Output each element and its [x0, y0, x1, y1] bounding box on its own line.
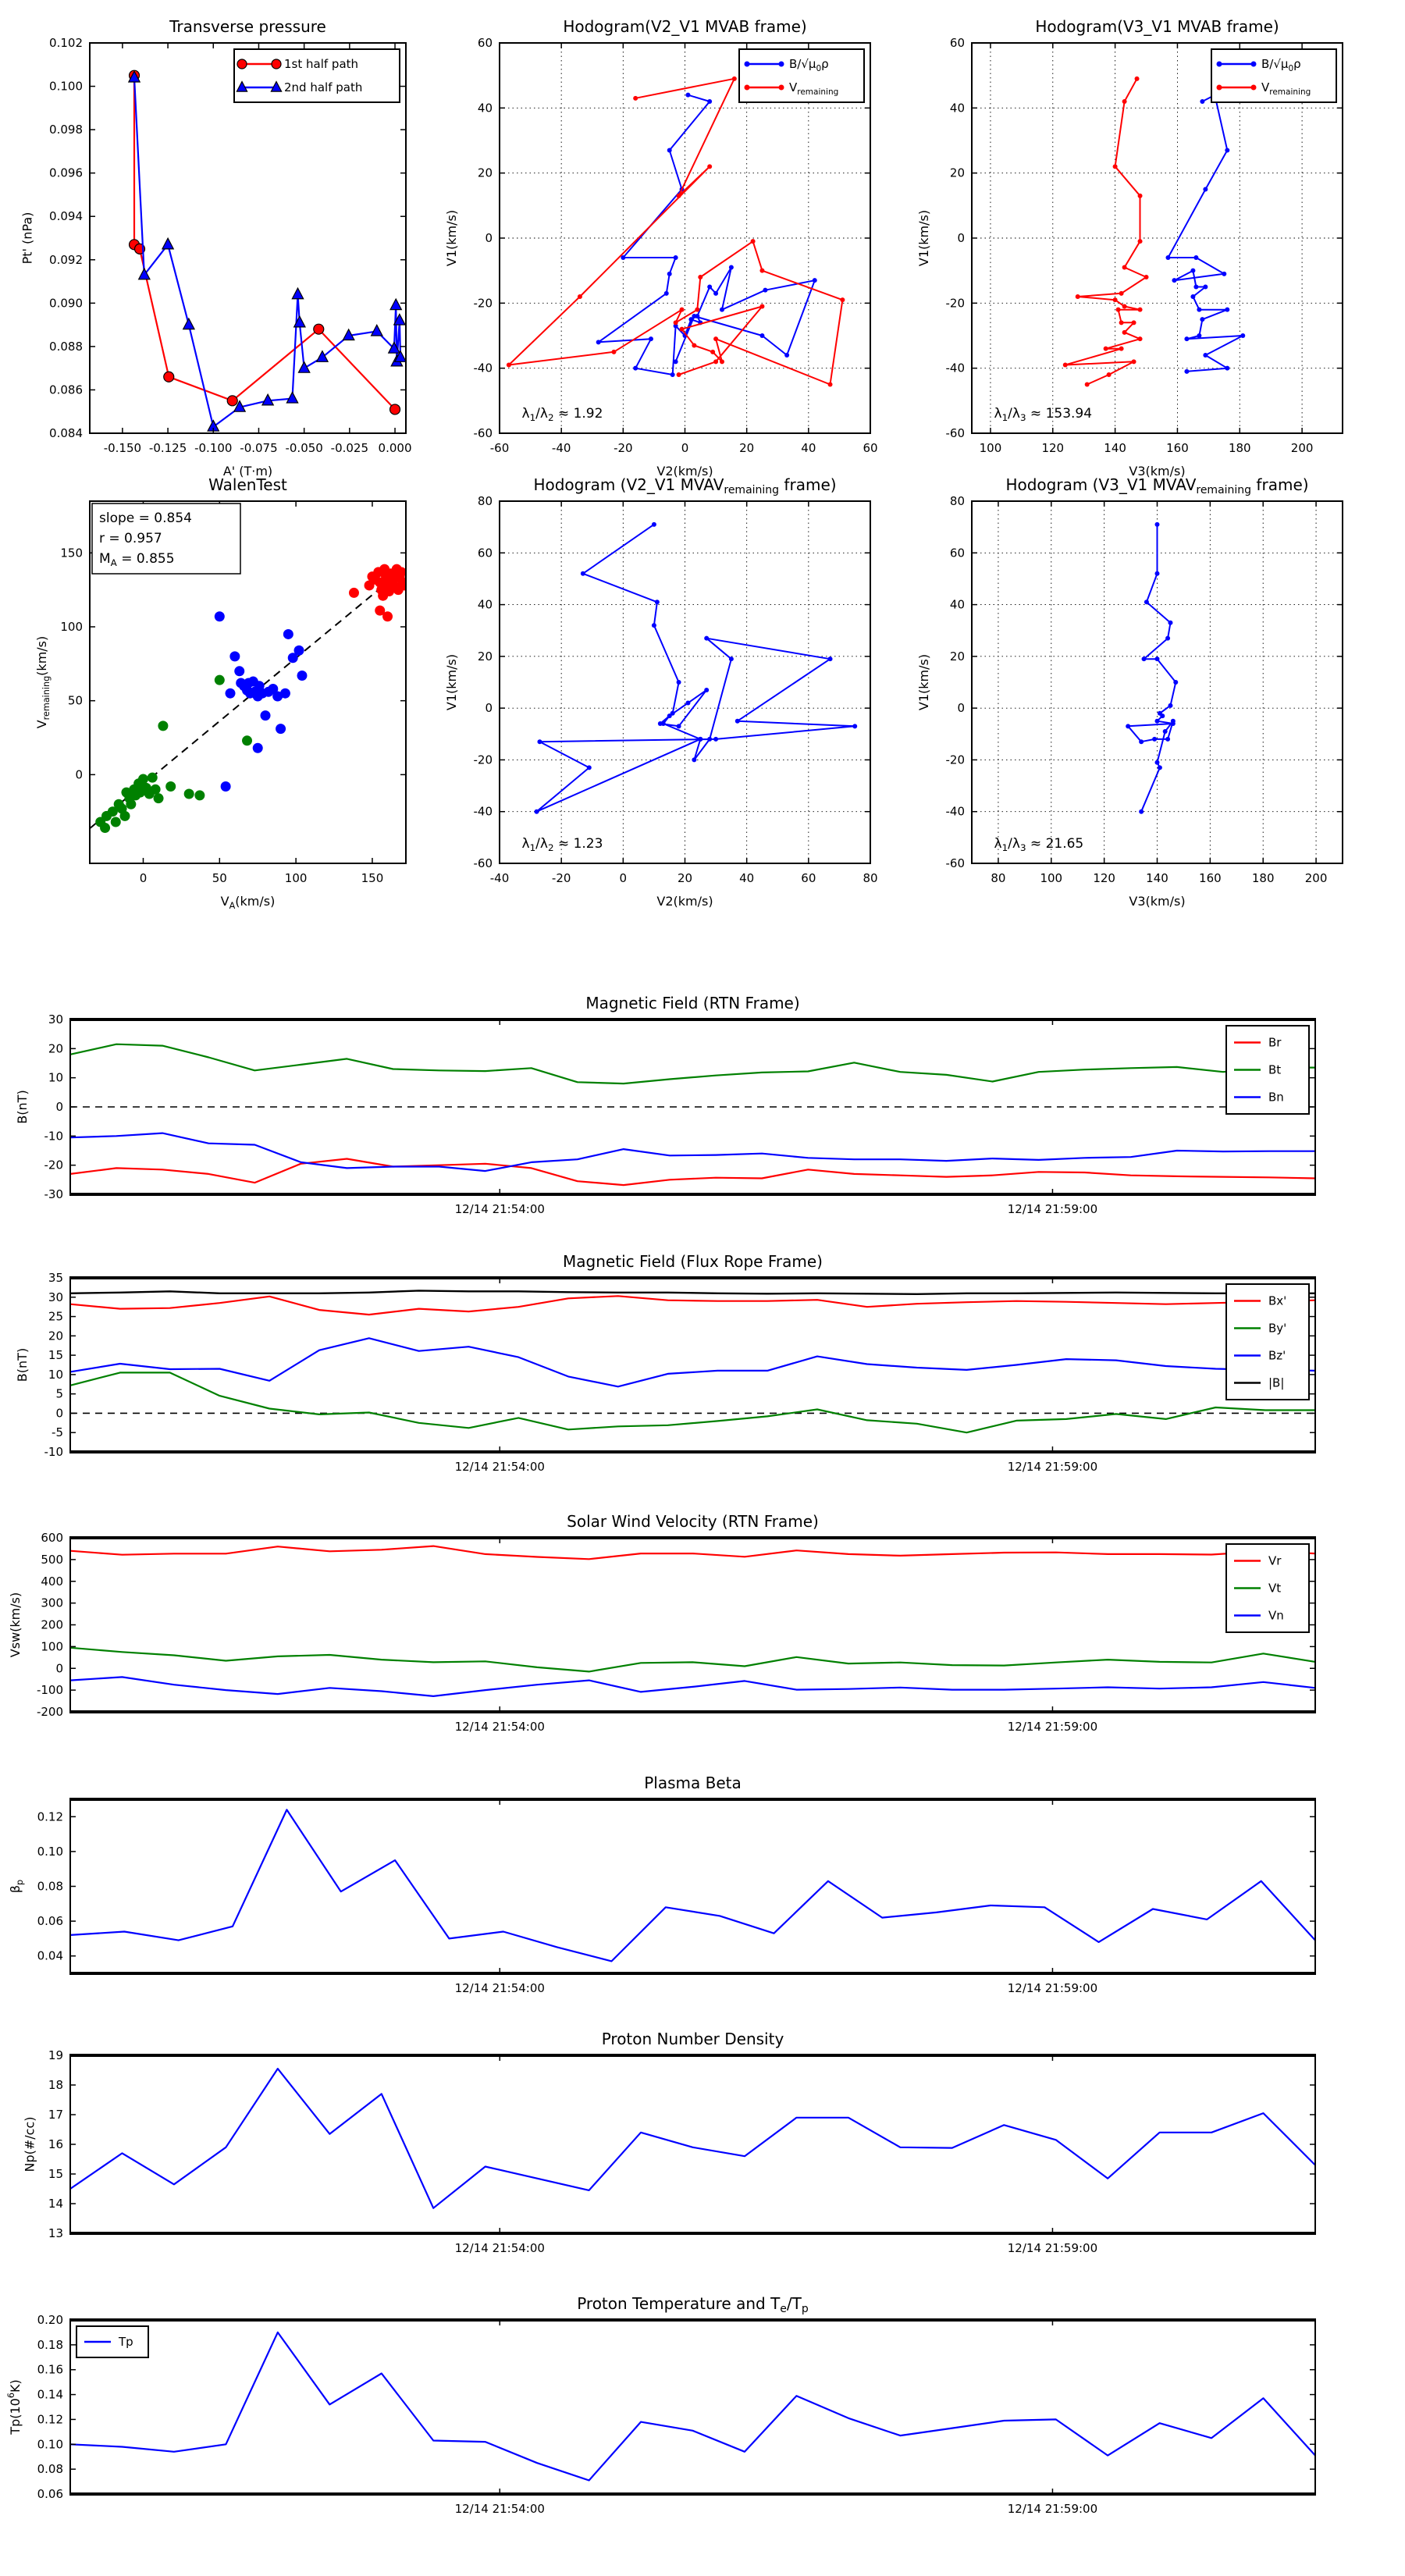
- svg-text:12/14 21:54:00: 12/14 21:54:00: [454, 2241, 545, 2255]
- svg-text:12/14 21:54:00: 12/14 21:54:00: [454, 1202, 545, 1216]
- svg-text:0.12: 0.12: [37, 1809, 63, 1824]
- svg-text:140: 140: [1104, 441, 1126, 455]
- svg-text:1st half path: 1st half path: [284, 57, 359, 71]
- panel-title: Proton Number Density: [601, 2030, 784, 2048]
- svg-text:-60: -60: [945, 856, 965, 870]
- svg-text:150: 150: [361, 871, 384, 885]
- panel-p5: [444, 475, 877, 909]
- panel-title: Transverse pressure: [169, 17, 326, 36]
- svg-text:20: 20: [949, 165, 965, 180]
- svg-text:300: 300: [41, 1596, 63, 1610]
- panel-p7: [15, 994, 1316, 1216]
- series-Br: [70, 1159, 1315, 1186]
- grid: [500, 501, 870, 863]
- svg-text:-40: -40: [551, 441, 571, 455]
- svg-text:160: 160: [1199, 871, 1222, 885]
- svg-text:Br: Br: [1268, 1035, 1282, 1050]
- svg-text:0.086: 0.086: [49, 382, 83, 397]
- svg-text:40: 40: [949, 101, 965, 116]
- svg-text:60: 60: [477, 36, 493, 50]
- svg-text:-0.075: -0.075: [240, 441, 278, 455]
- svg-text:60: 60: [477, 546, 493, 560]
- y-axis-label: $Tp(10^6K)$: [5, 2379, 23, 2435]
- svg-text:14: 14: [48, 2197, 63, 2211]
- svg-text:80: 80: [863, 871, 878, 885]
- svg-text:-10: -10: [44, 1445, 63, 1459]
- svg-text:0.12: 0.12: [37, 2412, 63, 2427]
- svg-text:0: 0: [75, 767, 83, 782]
- svg-text:-0.125: -0.125: [148, 441, 187, 455]
- svg-text:Vremaining: $V_{remaining}$: [789, 80, 839, 97]
- svg-text:140: 140: [1146, 871, 1168, 885]
- svg-text:40: 40: [477, 597, 493, 612]
- svg-text:50: 50: [67, 693, 83, 708]
- svg-text:0.102: 0.102: [49, 36, 83, 50]
- svg-text:-100: -100: [36, 1683, 63, 1698]
- svg-text:40: 40: [949, 597, 965, 612]
- svg-text:Tp: Tp: [119, 2335, 133, 2349]
- series-By': [70, 1372, 1315, 1432]
- svg-text:0.16: 0.16: [37, 2362, 63, 2377]
- svg-text:15: 15: [48, 2167, 63, 2181]
- svg-text:0: 0: [485, 701, 493, 716]
- svg-text:10: 10: [48, 1367, 63, 1382]
- svg-text:-40: -40: [945, 804, 965, 819]
- legend: [76, 2326, 148, 2357]
- svg-text:Vremaining: $V_{remaining}$: [1261, 80, 1311, 97]
- svg-text:-0.100: -0.100: [194, 441, 233, 455]
- svg-text:0: 0: [485, 231, 493, 245]
- svg-text:12/14 21:59:00: 12/14 21:59:00: [1007, 1720, 1098, 1734]
- svg-text:180: 180: [1228, 441, 1251, 455]
- series-Tp: [70, 2332, 1315, 2481]
- svg-text:-0.025: -0.025: [330, 441, 369, 455]
- svg-text:slope = 0.854: slope = 0.854: [99, 511, 192, 526]
- panel-p2: [444, 17, 877, 479]
- axes-frame: [69, 1538, 1316, 1712]
- series-Vt: [70, 1648, 1315, 1672]
- svg-text:500: 500: [41, 1552, 63, 1567]
- svg-text:MA = 0.855: $M_A = 0.855$: [99, 551, 175, 568]
- svg-text:0.08: 0.08: [37, 1879, 63, 1894]
- svg-text:0: 0: [139, 871, 148, 885]
- y-axis-label: Np(#/cc): [22, 2116, 37, 2172]
- svg-text:200: 200: [41, 1617, 63, 1632]
- svg-text:400: 400: [41, 1574, 63, 1589]
- svg-text:-20: -20: [551, 871, 571, 885]
- svg-text:-40: -40: [473, 804, 493, 819]
- svg-text:5: 5: [55, 1386, 63, 1401]
- panel-title: Hodogram(V2_V1 MVAB frame): [563, 17, 807, 36]
- series-|B|: [70, 1290, 1315, 1293]
- x-axis-label: V3(km/s): [1129, 894, 1186, 909]
- svg-text:20: 20: [477, 649, 493, 664]
- svg-text:180: 180: [1251, 871, 1275, 885]
- svg-text:0.06: 0.06: [37, 2487, 63, 2501]
- svg-text:Vn: Vn: [1268, 1608, 1284, 1623]
- svg-text:-40: -40: [473, 361, 493, 375]
- svg-text:80: 80: [477, 494, 493, 508]
- svg-text:-30: -30: [44, 1187, 63, 1201]
- svg-text:100: 100: [60, 619, 83, 634]
- ticks: [44, 1012, 1316, 1216]
- svg-text:12/14 21:54:00: 12/14 21:54:00: [454, 1720, 545, 1734]
- axes-frame: [69, 2320, 1316, 2494]
- x-axis-label: A' (T·m): [222, 464, 273, 479]
- axes-frame: [69, 1019, 1316, 1194]
- series-Bx': [70, 1293, 1315, 1315]
- y-axis-label: Pt' (nPa): [20, 212, 35, 265]
- lambda-ratio-annotation: $\lambda_1/\lambda_2 \approx 1.92$: [521, 406, 603, 423]
- series-Vn: [70, 1677, 1315, 1696]
- svg-text:12/14 21:59:00: 12/14 21:59:00: [1007, 1202, 1098, 1216]
- svg-text:-20: -20: [945, 296, 965, 311]
- svg-text:-20: -20: [473, 296, 493, 311]
- legend: [1226, 1544, 1309, 1632]
- svg-text:100: 100: [284, 871, 308, 885]
- svg-text:15: 15: [48, 1348, 63, 1363]
- x-axis-label: $V_A(km/s)$: [220, 894, 276, 911]
- svg-text:0: 0: [55, 1100, 63, 1114]
- series-Bz': [70, 1338, 1315, 1386]
- svg-text:Bx': Bx': [1268, 1293, 1287, 1308]
- panel-title: Hodogram(V3_V1 MVAB frame): [1035, 17, 1279, 36]
- panel-p12: [6, 2294, 1316, 2516]
- svg-text:-60: -60: [945, 426, 965, 440]
- legend: [739, 49, 864, 102]
- svg-text:-20: -20: [945, 753, 965, 767]
- svg-text:Vt: Vt: [1268, 1581, 1282, 1596]
- svg-text:120: 120: [1093, 871, 1115, 885]
- svg-text:0.088: 0.088: [49, 339, 83, 354]
- panel-title: Magnetic Field (RTN Frame): [585, 994, 800, 1012]
- series-V-hodogram: [1126, 522, 1178, 814]
- series-Bt: [70, 1044, 1315, 1083]
- svg-text:By': By': [1268, 1321, 1287, 1336]
- y-axis-label: V1(km/s): [444, 209, 460, 267]
- panel-title: WalenTest: [208, 475, 287, 494]
- series-Bn: [70, 1133, 1315, 1172]
- svg-text:20: 20: [677, 871, 693, 885]
- series-first-interval: [95, 675, 252, 833]
- svg-text:-60: -60: [489, 441, 510, 455]
- svg-text:0: 0: [55, 1406, 63, 1421]
- svg-text:20: 20: [477, 165, 493, 180]
- panel-p1: [20, 17, 412, 479]
- svg-text:20: 20: [739, 441, 755, 455]
- lambda-ratio-annotation: $\lambda_1/\lambda_3 \approx 153.94$: [994, 406, 1093, 423]
- panel-p10: [8, 1774, 1316, 1995]
- svg-text:12/14 21:54:00: 12/14 21:54:00: [454, 1460, 545, 1474]
- svg-text:18: 18: [48, 2078, 63, 2092]
- x-axis-label: V2(km/s): [656, 894, 713, 909]
- svg-text:200: 200: [1290, 441, 1314, 455]
- svg-text:12/14 21:59:00: 12/14 21:59:00: [1007, 1981, 1098, 1995]
- svg-text:-20: -20: [614, 441, 633, 455]
- series-B/sqrt(mu0 rho): [596, 93, 817, 377]
- ticks: [37, 1531, 1315, 1734]
- y-axis-label: V1(km/s): [444, 653, 460, 711]
- series-beta-p: [70, 1809, 1315, 1961]
- y-axis-label: B(nT): [15, 1347, 30, 1382]
- svg-text:0: 0: [957, 701, 965, 716]
- series-last-interval: [349, 564, 410, 622]
- panel-p9: [8, 1512, 1316, 1734]
- svg-text:-10: -10: [44, 1129, 63, 1144]
- svg-text:10: 10: [48, 1070, 63, 1085]
- svg-text:r = 0.957: r = 0.957: [99, 531, 162, 546]
- ticks: [37, 2313, 1315, 2516]
- legend: [1226, 1284, 1309, 1400]
- svg-text:-200: -200: [36, 1705, 63, 1719]
- svg-text:Bt: Bt: [1268, 1062, 1282, 1077]
- series-V_remaining: [1063, 76, 1149, 387]
- legend: [234, 49, 400, 102]
- svg-text:60: 60: [949, 546, 965, 560]
- svg-text:0.098: 0.098: [49, 123, 83, 137]
- svg-text:150: 150: [60, 546, 83, 560]
- x-axis-label: V3(km/s): [1129, 464, 1186, 479]
- svg-text:0: 0: [957, 231, 965, 245]
- ticks: [37, 1799, 1315, 1995]
- svg-text:35: 35: [48, 1271, 63, 1285]
- svg-text:B/√μ0ρ: $B/√\mu_0\rho$: [1261, 57, 1301, 73]
- legend: [1211, 49, 1336, 102]
- svg-text:Bn: Bn: [1268, 1090, 1284, 1105]
- svg-text:-20: -20: [44, 1158, 63, 1172]
- svg-text:0.10: 0.10: [37, 2437, 63, 2452]
- svg-text:80: 80: [949, 494, 965, 508]
- svg-text:-20: -20: [473, 753, 493, 767]
- svg-text:0.096: 0.096: [49, 165, 83, 180]
- svg-text:-5: -5: [52, 1425, 63, 1440]
- svg-text:60: 60: [949, 36, 965, 50]
- panel-title: Magnetic Field (Flux Rope Frame): [563, 1252, 823, 1271]
- svg-text:0.10: 0.10: [37, 1844, 63, 1859]
- axes-frame: [69, 1799, 1316, 1973]
- svg-text:80: 80: [991, 871, 1006, 885]
- svg-text:0.100: 0.100: [49, 79, 83, 94]
- series-Vr: [70, 1546, 1315, 1560]
- svg-text:40: 40: [477, 101, 493, 116]
- svg-text:Vr: Vr: [1268, 1553, 1282, 1568]
- y-axis-label: V1(km/s): [916, 653, 932, 711]
- svg-text:100: 100: [1040, 871, 1063, 885]
- legend: [1226, 1026, 1309, 1114]
- series-middle-interval: [215, 611, 308, 792]
- svg-text:0.084: 0.084: [49, 426, 83, 440]
- panel-p11: [22, 2030, 1316, 2255]
- svg-text:Bz': Bz': [1268, 1348, 1286, 1363]
- svg-text:120: 120: [1041, 441, 1065, 455]
- svg-text:0.000: 0.000: [378, 441, 412, 455]
- panel-title: Hodogram (V2_V1 $MVAV_{remaining}$ frame): [533, 475, 837, 496]
- panel-p4: [34, 475, 409, 911]
- y-axis-label: Vsw(km/s): [7, 1592, 23, 1658]
- panel-p8: [15, 1252, 1316, 1474]
- panel-title: Proton Temperature and $T_e/T_p$: [577, 2294, 809, 2315]
- svg-text:100: 100: [979, 441, 1002, 455]
- svg-text:30: 30: [48, 1012, 63, 1026]
- series-V_remaining: [507, 76, 845, 387]
- svg-text:20: 20: [949, 649, 965, 664]
- svg-text:0.06: 0.06: [37, 1914, 63, 1929]
- svg-text:0: 0: [681, 441, 689, 455]
- svg-text:-60: -60: [473, 426, 493, 440]
- y-axis-label: B(nT): [15, 1090, 30, 1124]
- svg-text:B/√μ0ρ: $B/√\mu_0\rho$: [789, 57, 829, 73]
- panel-title: Plasma Beta: [644, 1774, 742, 1792]
- svg-text:20: 20: [48, 1041, 63, 1056]
- panel-p6: [916, 475, 1343, 909]
- series-Np: [70, 2069, 1315, 2208]
- svg-text:60: 60: [801, 871, 816, 885]
- svg-text:0.092: 0.092: [49, 252, 83, 267]
- svg-text:50: 50: [212, 871, 227, 885]
- svg-text:0.20: 0.20: [37, 2313, 63, 2327]
- fit-stats-box: [92, 503, 240, 574]
- svg-text:|B|: |B|: [1268, 1375, 1285, 1390]
- svg-text:17: 17: [48, 2108, 63, 2122]
- svg-text:13: 13: [48, 2226, 63, 2240]
- svg-text:20: 20: [48, 1329, 63, 1343]
- svg-text:12/14 21:59:00: 12/14 21:59:00: [1007, 1460, 1098, 1474]
- svg-text:40: 40: [739, 871, 755, 885]
- svg-text:100: 100: [41, 1639, 63, 1654]
- svg-text:25: 25: [48, 1309, 63, 1324]
- svg-text:-40: -40: [489, 871, 510, 885]
- y-axis-label: $V_{remaining}(km/s)$: [34, 635, 52, 729]
- panel-title: Hodogram (V3_V1 $MVAV_{remaining}$ frame): [1005, 475, 1309, 496]
- svg-text:600: 600: [41, 1531, 63, 1545]
- svg-text:0.18: 0.18: [37, 2337, 63, 2352]
- svg-text:0.094: 0.094: [49, 209, 83, 224]
- panel-title: Solar Wind Velocity (RTN Frame): [567, 1512, 819, 1531]
- ticks: [48, 2048, 1315, 2255]
- svg-text:12/14 21:54:00: 12/14 21:54:00: [454, 2502, 545, 2516]
- svg-text:40: 40: [801, 441, 816, 455]
- lambda-ratio-annotation: $\lambda_1/\lambda_2 \approx 1.23$: [521, 836, 603, 853]
- svg-text:0: 0: [619, 871, 628, 885]
- svg-text:60: 60: [863, 441, 878, 455]
- svg-text:0.08: 0.08: [37, 2462, 63, 2477]
- svg-text:160: 160: [1166, 441, 1189, 455]
- svg-text:-0.150: -0.150: [103, 441, 142, 455]
- svg-text:0.04: 0.04: [37, 1948, 63, 1963]
- svg-text:200: 200: [1304, 871, 1328, 885]
- svg-text:-40: -40: [945, 361, 965, 375]
- lambda-ratio-annotation: $\lambda_1/\lambda_3 \approx 21.65$: [994, 836, 1084, 853]
- x-axis-label: V2(km/s): [656, 464, 713, 479]
- svg-text:12/14 21:59:00: 12/14 21:59:00: [1007, 2502, 1098, 2516]
- y-axis-label: $\beta_p$: [7, 1879, 25, 1894]
- svg-text:12/14 21:54:00: 12/14 21:54:00: [454, 1981, 545, 1995]
- svg-text:12/14 21:59:00: 12/14 21:59:00: [1007, 2241, 1098, 2255]
- y-axis-label: V1(km/s): [916, 209, 932, 267]
- svg-text:30: 30: [48, 1290, 63, 1304]
- svg-text:0.090: 0.090: [49, 296, 83, 311]
- svg-text:2nd half path: 2nd half path: [284, 80, 363, 94]
- svg-text:19: 19: [48, 2048, 63, 2062]
- svg-text:-60: -60: [473, 856, 493, 870]
- axes-frame: [69, 2055, 1316, 2233]
- svg-text:16: 16: [48, 2137, 63, 2151]
- svg-text:0.14: 0.14: [37, 2387, 63, 2402]
- svg-text:-0.050: -0.050: [285, 441, 323, 455]
- panel-p3: [916, 17, 1343, 479]
- svg-text:0: 0: [55, 1661, 63, 1676]
